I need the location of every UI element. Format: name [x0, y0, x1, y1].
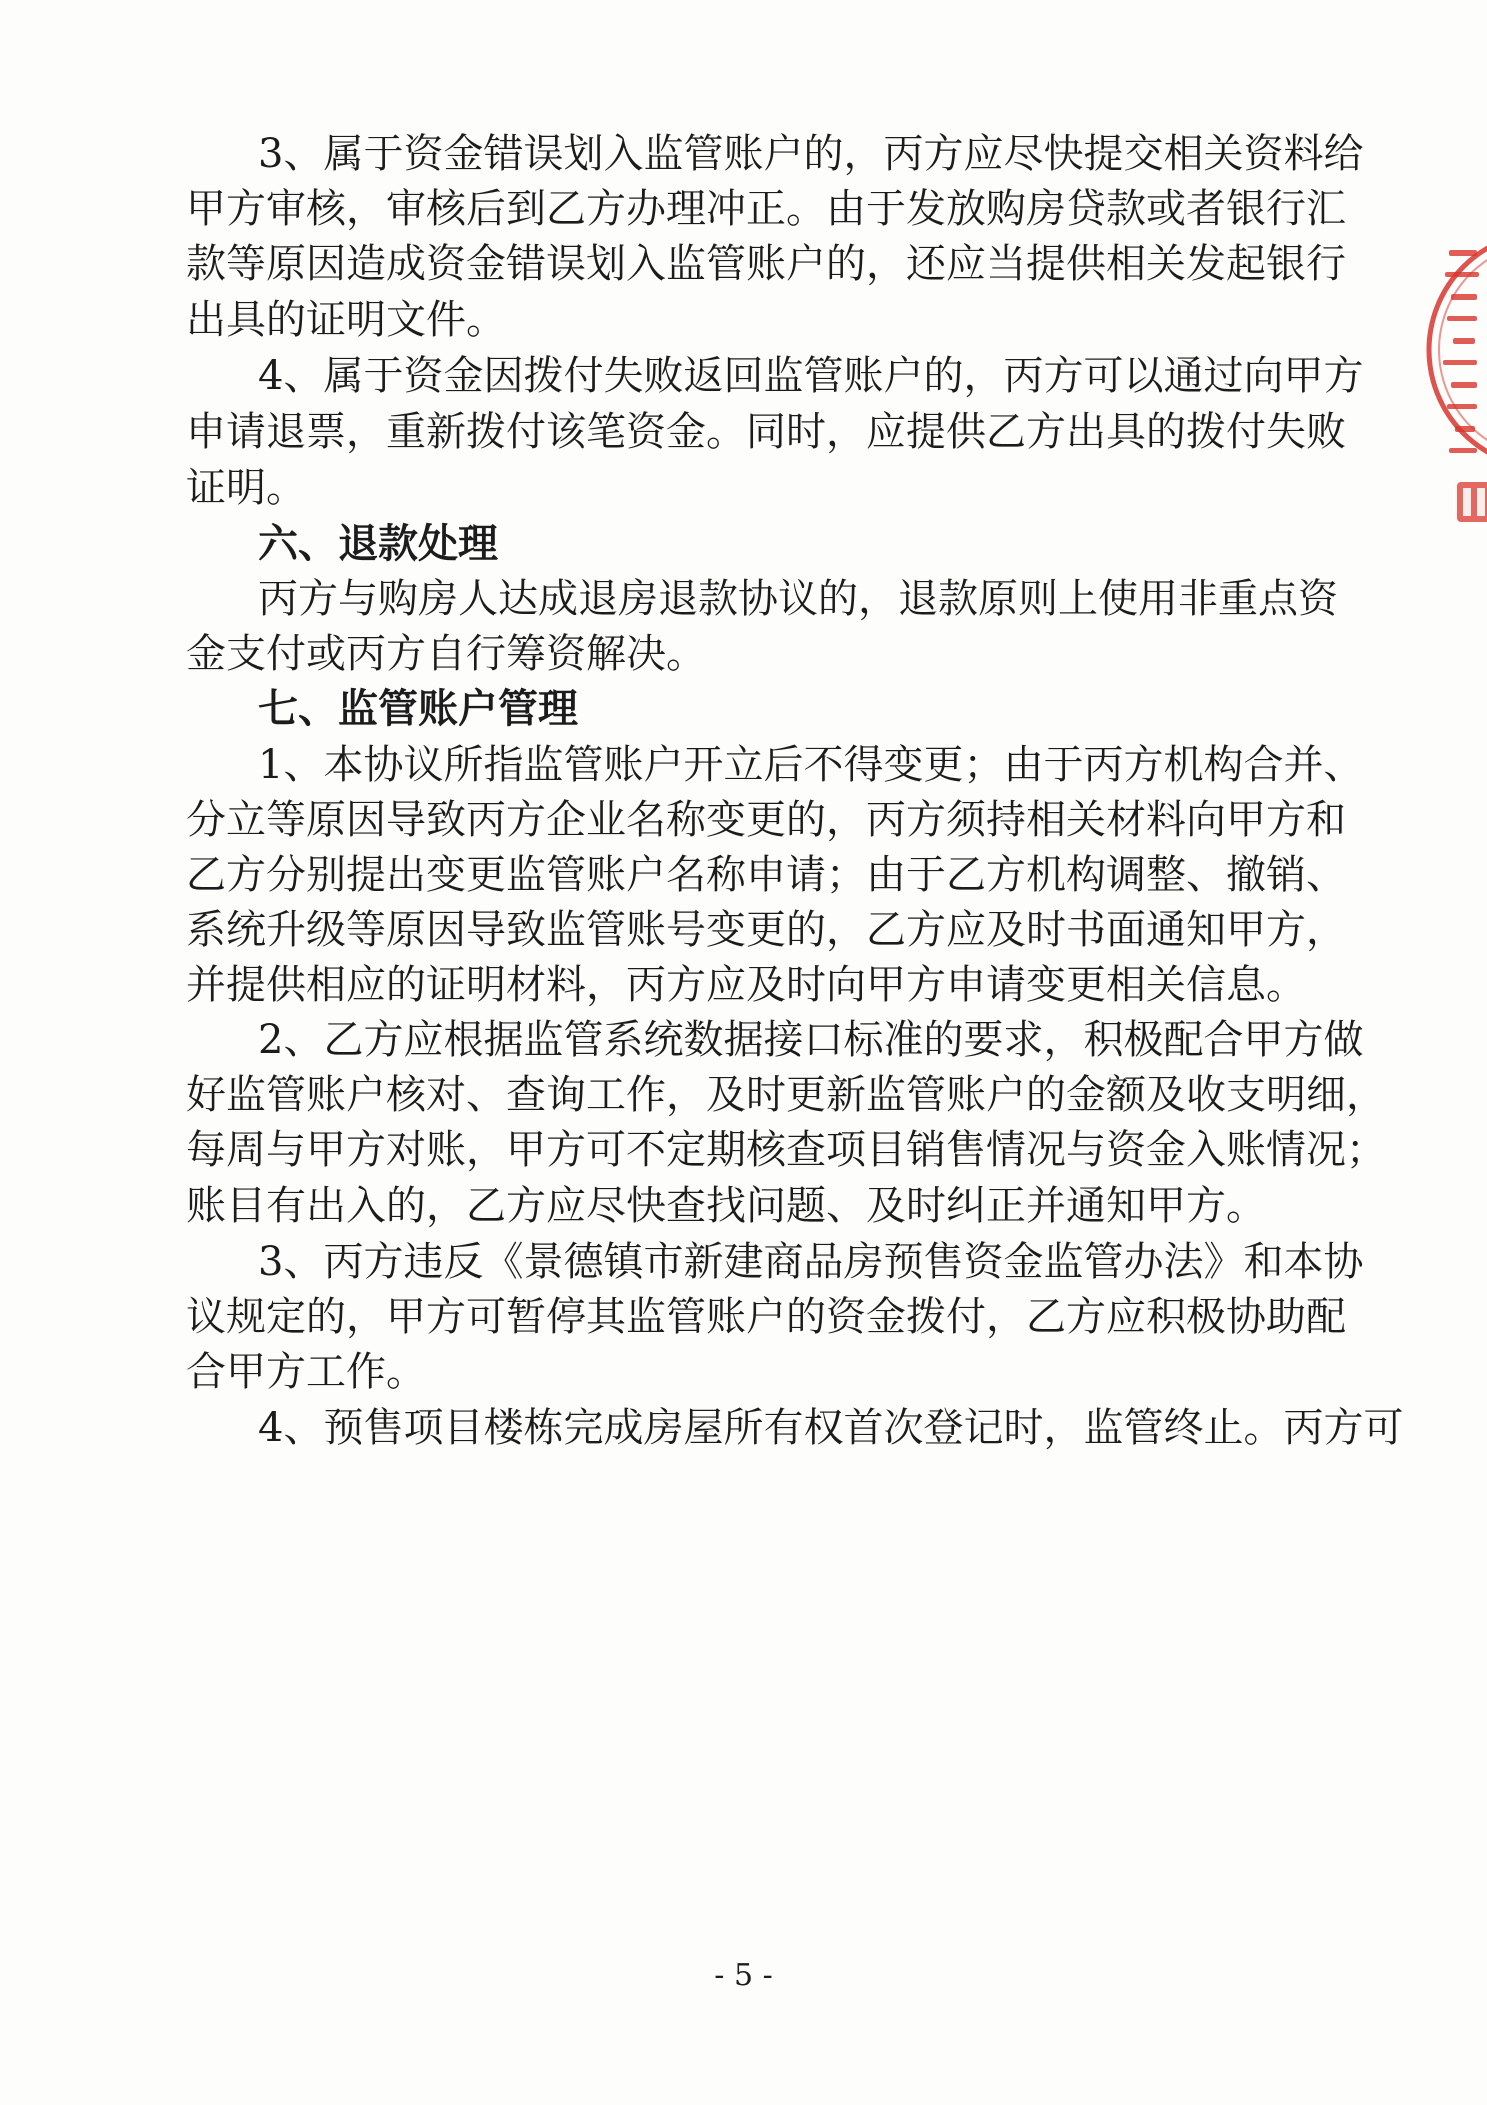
paragraph-line: 并提供相应的证明材料，丙方应及时向甲方申请变更相关信息。	[186, 962, 1306, 1008]
paragraph-line: 4、属于资金因拨付失败返回监管账户的，丙方可以通过向甲方	[258, 353, 1364, 399]
paragraph-line: 甲方审核，审核后到乙方办理冲正。由于发放购房贷款或者银行汇	[186, 186, 1346, 232]
paragraph-line: 金支付或丙方自行筹资解决。	[186, 631, 706, 677]
page-number: - 5 -	[714, 1958, 773, 1993]
paragraph-line: 证明。	[186, 465, 306, 511]
paragraph-line: 3、丙方违反《景德镇市新建商品房预售资金监管办法》和本协	[258, 1239, 1364, 1285]
paragraph-line: 系统升级等原因导致监管账号变更的，乙方应及时书面通知甲方，	[186, 907, 1346, 953]
section-heading: 六、退款处理	[258, 520, 498, 567]
paragraph-line: 2、乙方应根据监管系统数据接口标准的要求，积极配合甲方做	[258, 1017, 1364, 1063]
paragraph-line: 4、预售项目楼栋完成房屋所有权首次登记时，监管终止。丙方可	[258, 1405, 1404, 1451]
paragraph-line: 1、本协议所指监管账户开立后不得变更；由于丙方机构合并、	[258, 742, 1364, 788]
paragraph-line: 申请退票，重新拨付该笔资金。同时，应提供乙方出具的拨付失败	[186, 409, 1346, 455]
official-seal-icon	[1407, 210, 1487, 590]
paragraph-line: 分立等原因导致丙方企业名称变更的，丙方须持相关材料向甲方和	[186, 797, 1346, 843]
paragraph-line: 丙方与购房人达成退房退款协议的，退款原则上使用非重点资	[258, 576, 1338, 622]
paragraph-line: 合甲方工作。	[186, 1349, 426, 1395]
section-heading: 七、监管账户管理	[258, 685, 578, 732]
paragraph-line: 每周与甲方对账，甲方可不定期核查项目销售情况与资金入账情况；	[186, 1127, 1386, 1173]
paragraph-line: 账目有出入的，乙方应尽快查找问题、及时纠正并通知甲方。	[186, 1183, 1266, 1229]
paragraph-line: 好监管账户核对、查询工作，及时更新监管账户的金额及收支明细，	[186, 1072, 1386, 1118]
paragraph-line: 款等原因造成资金错误划入监管账户的，还应当提供相关发起银行	[186, 241, 1346, 287]
paragraph-line: 议规定的，甲方可暂停其监管账户的资金拨付，乙方应积极协助配	[186, 1294, 1346, 1340]
paragraph-line: 3、属于资金错误划入监管账户的，丙方应尽快提交相关资料给	[258, 131, 1364, 177]
paragraph-line: 乙方分别提出变更监管账户名称申请；由于乙方机构调整、撤销、	[186, 852, 1346, 898]
paragraph-line: 出具的证明文件。	[186, 297, 506, 343]
